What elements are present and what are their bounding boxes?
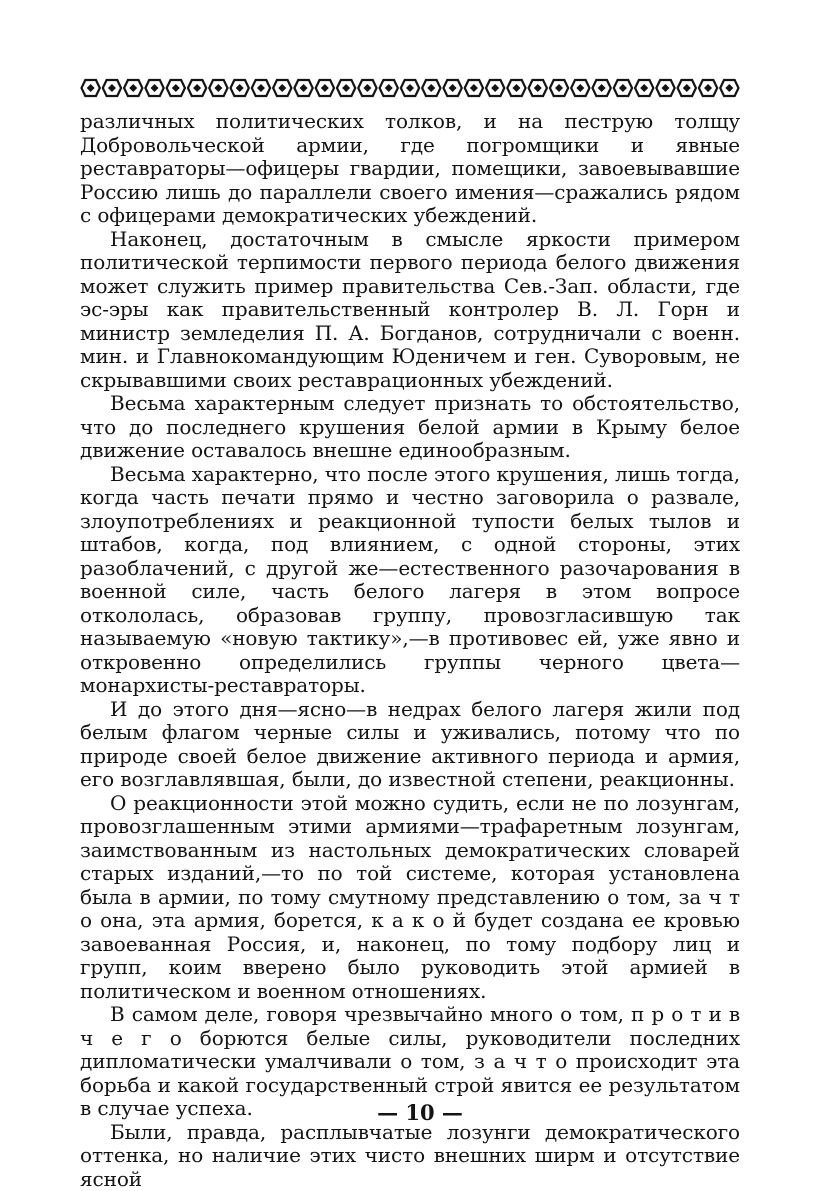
paragraph-4: Весьма характерно, что после этого крушения, лишь тогда, когда часть печати прямо и честно заговорила о развале, злоупотреблениях и реакционной тупости белых тылов и штабов, когда, под влиянием, с одной стороны, этих разоблачений, с другой же—естественного разочарования в военной силе, часть белого лагеря в этом вопросе откололась, образовав группу, провозгласившую так называемую «новую тактику»,—в противовес ей, уже явно и откровенно определились группы черного цвета—монархисты-реставраторы. <box>80 461 740 697</box>
ornament-motif <box>486 80 504 96</box>
ornament-motif <box>401 80 419 96</box>
ornament-motif <box>614 80 632 96</box>
ornament-motif <box>656 80 674 96</box>
ornament-motif <box>252 80 270 96</box>
ornament-motif <box>145 80 163 96</box>
ornament-motif <box>82 80 100 96</box>
ornament-motif <box>188 80 206 96</box>
ornament-motif <box>231 80 249 96</box>
ornament-motif <box>507 80 525 96</box>
ornament-border-icon <box>80 78 740 98</box>
ornament-motif <box>167 80 185 96</box>
ornament-motif <box>720 80 738 96</box>
ornament-motif <box>699 80 717 96</box>
ornament-motif <box>422 80 440 96</box>
ornament-motif <box>571 80 589 96</box>
ornament-motif <box>635 80 653 96</box>
ornament-motif <box>529 80 547 96</box>
paragraph-5: И до этого дня—ясно—в недрах белого лагеря жили под белым флагом черные силы и уживались, потому что по природе своей белое движение активного периода и армия, его возглавлявшая, были, до известной степени, реакционны. <box>80 696 740 791</box>
ornament-motif <box>358 80 376 96</box>
ornament-motif <box>380 80 398 96</box>
paragraph-2: Наконец, достаточным в смысле яркости примером политической терпимости первого периода белого движения может служить пример правительства Сев.-Зап. области, где эс-эры как правительственный контролер В. Л. Горн и министр земледелия П. А. Богданов, сотрудничали с военн. мин. и Главнокомандующим Юденичем и ген. Суворовым, не скрывавшими своих реставрационных убеждений. <box>80 226 740 392</box>
paragraph-8: Были, правда, расплывчатые лозунги демократического оттенка, но наличие этих чисто внешних ширм и отсутствие ясной <box>80 1119 740 1191</box>
paragraph-1: различных политических толков, и на пеструю толщу Добровольческой армии, где погромщики и явные реставраторы—офицеры гвардии, помещики, завоевывавшие Россию лишь до параллели своего имения—сражались рядом с офицерами демократических убеждений. <box>80 109 740 227</box>
ornament-motif <box>443 80 461 96</box>
ornament-motif <box>550 80 568 96</box>
paragraph-3: Весьма характерным следует признать то обстоятельство, что до последнего крушения белой армии в Крыму белое движение оставалось внешне единообразным. <box>80 391 740 462</box>
ornament-motif <box>592 80 610 96</box>
paragraph-7: В самом деле, говоря чрезвычайно много о том, п р о т и в ч е г о борются белые силы, руководители последних дипломатически умалчивали о том, з а ч т о происходит эта борьба и какой государственный строй явится ее результатом в случае успеха. <box>80 1002 740 1120</box>
ornament-motif <box>337 80 355 96</box>
ornament-motif <box>124 80 142 96</box>
ornament-motif <box>465 80 483 96</box>
ornament-motif <box>316 80 334 96</box>
paragraph-6: О реакционности этой можно судить, если не по лозунгам, провозглашенным этими армиями—трафаретным лозунгам, заимствованным из настольных демократических словарей старых изданий,—то по той системе, которая установлена была в армии, по тому смутному представлению о том, за ч т о она, эта армия, борется, к а к о й будет создана ее кровью завоеванная Россия, и, наконец, по тому подбору лиц и групп, коим вверено было руководить этой армией в политическом и военном отношениях. <box>80 790 740 1003</box>
ornament-motif <box>678 80 696 96</box>
ornament-motif <box>103 80 121 96</box>
ornament-motif <box>209 80 227 96</box>
ornament-motif <box>273 80 291 96</box>
page-body <box>80 110 740 1191</box>
page-number: — 10 — <box>377 1100 463 1125</box>
ornament-motif <box>294 80 312 96</box>
